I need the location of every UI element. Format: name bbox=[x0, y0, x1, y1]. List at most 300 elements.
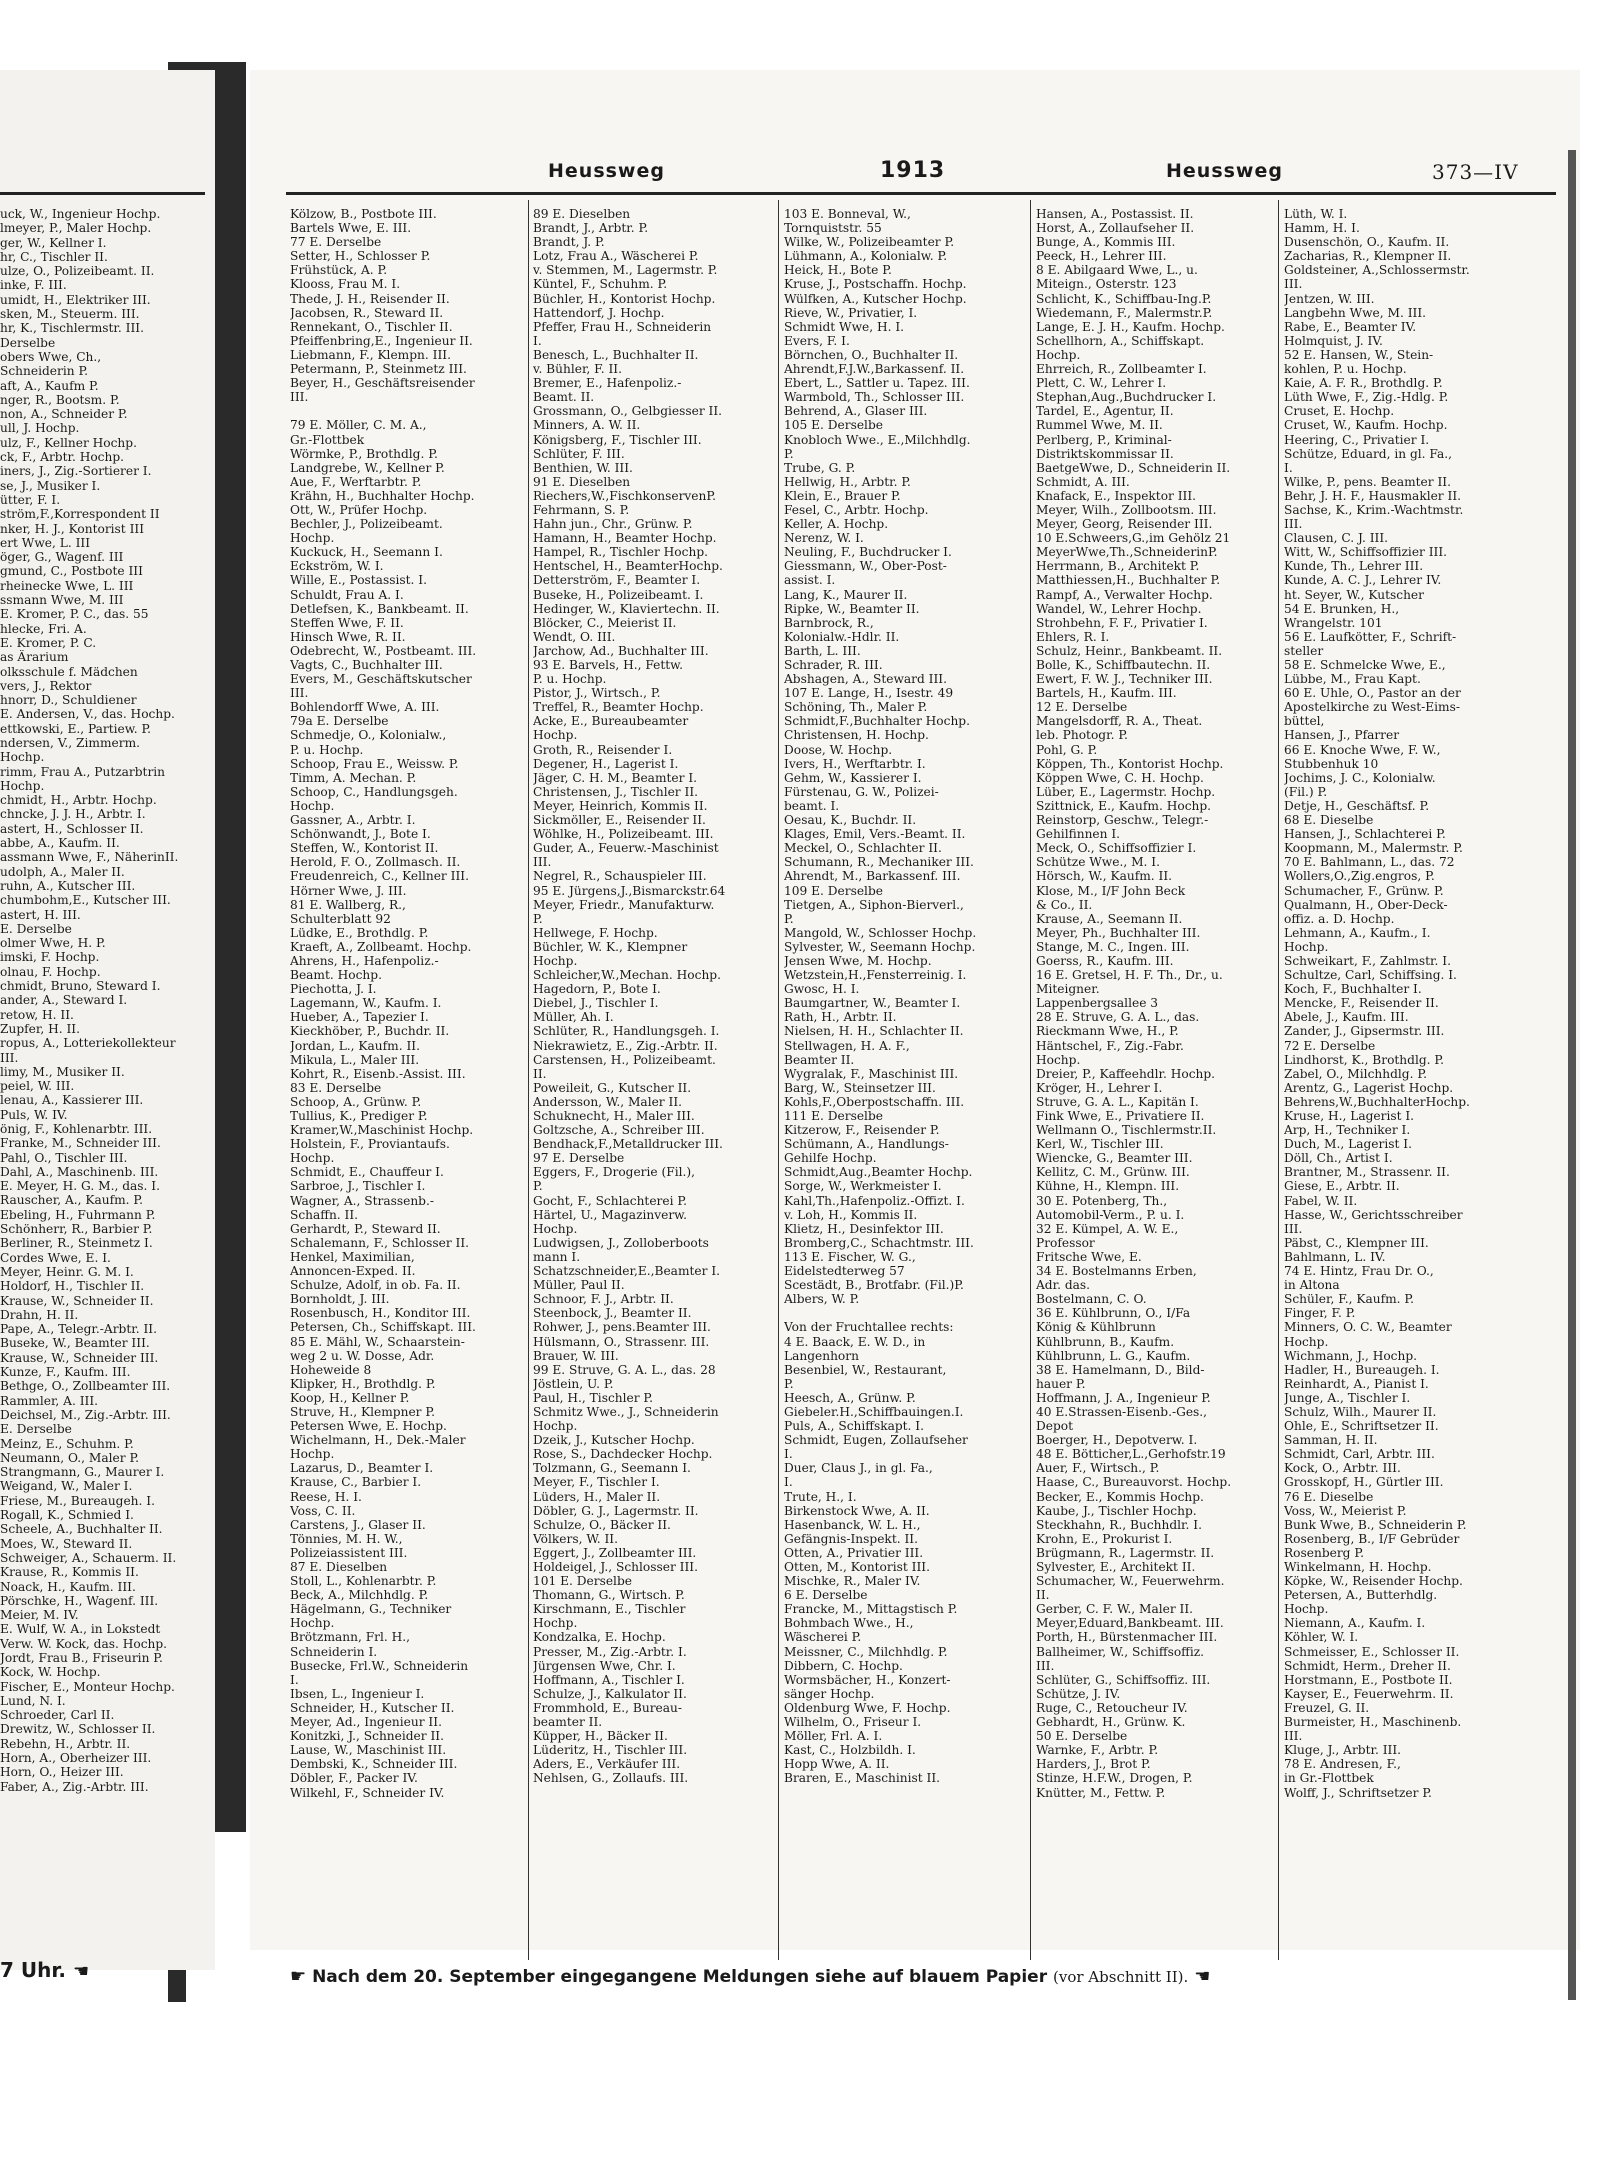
directory-entry: Schmitz Wwe., J., Schneiderin bbox=[533, 1404, 719, 1419]
directory-entry: ck, F., Arbtr. Hochp. bbox=[0, 450, 125, 465]
directory-entry: Brandt, J., Arbtr. P. bbox=[533, 221, 649, 236]
directory-entry: Jensen Wwe, M. Hochp. bbox=[784, 953, 932, 968]
directory-entry: limy, M., Musiker II. bbox=[0, 1064, 125, 1079]
directory-entry: Meyer, Wilh., Zollbootsm. III. bbox=[1036, 502, 1217, 517]
directory-entry: Stephan,Aug.,Buchdrucker I. bbox=[1036, 390, 1217, 405]
directory-entry: Schulze, J., Kalkulator II. bbox=[533, 1686, 687, 1701]
directory-entry: Schoop, A., Grünw. P. bbox=[290, 1094, 422, 1109]
directory-entry: Pörschke, H., Wagenf. III. bbox=[0, 1593, 159, 1608]
directory-entry: Wäscherei P. bbox=[784, 1630, 862, 1645]
directory-entry: P. bbox=[533, 1179, 543, 1194]
directory-entry: Tönnies, M. H. W., bbox=[290, 1531, 403, 1546]
directory-entry: Busecke, Frl.W., Schneiderin bbox=[290, 1658, 469, 1673]
directory-entry: Gwosc, H. I. bbox=[784, 982, 860, 997]
directory-entry: Lund, N. I. bbox=[0, 1693, 66, 1708]
directory-entry: 103 E. Bonneval, W., bbox=[784, 207, 911, 221]
directory-entry: Auer, F., Wirtsch., P. bbox=[1036, 1461, 1160, 1476]
directory-entry: Bolle, K., Schiffbautechn. II. bbox=[1036, 658, 1211, 672]
directory-entry: 95 E. Jürgens,J.,Bismarckstr.64 bbox=[533, 883, 726, 898]
directory-entry: Jordan, L., Kaufm. II. bbox=[290, 1038, 420, 1053]
directory-entry: 105 E. Derselbe bbox=[784, 418, 883, 433]
directory-entry: Schmedje, O., Kolonialw., bbox=[290, 728, 447, 743]
directory-entry: Herrmann, B., Architekt P. bbox=[1036, 559, 1200, 574]
directory-entry: Rennekant, O., Tischler II. bbox=[290, 319, 453, 334]
directory-entry: Dusenschön, O., Kaufm. II. bbox=[1284, 235, 1450, 250]
directory-entry: Krause, W., Schneider III. bbox=[0, 1350, 159, 1365]
directory-entry: Professor bbox=[1036, 1235, 1095, 1250]
directory-entry: Meckel, O., Schlachter II. bbox=[784, 841, 942, 856]
directory-entry: Kieckhöber, P., Buchdr. II. bbox=[290, 1024, 450, 1039]
directory-entry: Warmbold, Th., Schlosser III. bbox=[784, 390, 965, 405]
directory-entry: Haase, C., Bureauvorst. Hochp. bbox=[1036, 1475, 1232, 1490]
directory-entry: Piechotta, J. I. bbox=[290, 982, 377, 997]
directory-entry: Finger, F. P. bbox=[1284, 1306, 1356, 1321]
directory-entry: Stange, M. C., Ingen. III. bbox=[1036, 939, 1190, 954]
directory-entry: Lübbe, M., Frau Kapt. bbox=[1284, 672, 1421, 687]
directory-entry: Stoll, L., Kohlenarbtr. P. bbox=[290, 1574, 437, 1589]
directory-entry: 30 E. Potenberg, Th., bbox=[1036, 1193, 1168, 1208]
directory-entry: Schaffn. II. bbox=[290, 1207, 359, 1222]
directory-entry: 50 E. Derselbe bbox=[1036, 1729, 1128, 1744]
directory-entry: Thede, J. H., Reisender II. bbox=[290, 291, 450, 306]
directory-entry: nger, R., Bootsm. P. bbox=[0, 392, 120, 407]
directory-entry: Wichmann, J., Hochp. bbox=[1284, 1348, 1418, 1363]
directory-entry: Fehrmann, S. P. bbox=[533, 502, 630, 517]
directory-entry: Schnoor, F. J., Arbtr. II. bbox=[533, 1292, 674, 1307]
directory-entry: Arentz, G., Lagerist Hochp. bbox=[1284, 1080, 1454, 1095]
directory-entry: Schweikart, F., Zahlmstr. I. bbox=[1284, 953, 1451, 968]
directory-entry: I. bbox=[290, 1672, 299, 1687]
directory-entry: Langenhorn bbox=[784, 1348, 859, 1363]
directory-entry: Steffen, W., Kontorist II. bbox=[290, 841, 439, 856]
directory-entry: Lindhorst, K., Brothdlg. P. bbox=[1284, 1052, 1445, 1067]
directory-entry: 89 E. Dieselben bbox=[533, 207, 631, 221]
directory-entry: Tornquiststr. 55 bbox=[784, 221, 882, 236]
directory-entry: Brandt, J. P. bbox=[533, 235, 605, 250]
directory-entry: Guder, A., Feuerw.-Maschinist bbox=[533, 841, 719, 856]
directory-entry: Keller, A. Hochp. bbox=[784, 517, 889, 532]
directory-entry: Freuzel, G. II. bbox=[1284, 1700, 1370, 1715]
directory-entry bbox=[784, 1306, 1010, 1320]
directory-entry: III. bbox=[290, 686, 309, 701]
directory-entry: Krohn, E., Prokurist I. bbox=[1036, 1531, 1173, 1546]
directory-entry: Rebehn, H., Arbtr. II. bbox=[0, 1736, 131, 1751]
directory-entry: Meyer,Eduard,Bankbeamt. III. bbox=[1036, 1616, 1224, 1631]
directory-entry: Krause, C., Barbier I. bbox=[290, 1475, 422, 1490]
directory-entry: Bostelmann, C. O. bbox=[1036, 1292, 1147, 1307]
directory-entry: Neumann, O., Maler P. bbox=[0, 1450, 140, 1465]
directory-entry: Wilhelm, O., Friseur I. bbox=[784, 1715, 922, 1730]
directory-entry: Hueber, A., Tapezier I. bbox=[290, 1010, 429, 1025]
directory-entry: Aue, F., Werftarbtr. P. bbox=[290, 474, 422, 489]
directory-entry: Hamann, H., Beamter Hochp. bbox=[533, 531, 717, 546]
directory-entry: Treffel, R., Beamter Hochp. bbox=[533, 700, 704, 715]
directory-entry: Eggers, F., Drogerie (Fil.), bbox=[533, 1165, 695, 1180]
directory-entry: Kast, C., Holzbildh. I. bbox=[784, 1743, 916, 1758]
directory-entry: Hochp. bbox=[290, 531, 335, 546]
directory-entry: Köppen, Th., Kontorist Hochp. bbox=[1036, 756, 1224, 771]
directory-entry: Jöstlein, U. P. bbox=[533, 1376, 614, 1391]
directory-entry: Hochp. bbox=[290, 798, 335, 813]
directory-entry: Vagts, C., Buchhalter III. bbox=[290, 658, 443, 672]
directory-entry: ht. Seyer, W., Kutscher bbox=[1284, 587, 1424, 602]
directory-entry: Rohwer, J., pens.Beamter III. bbox=[533, 1320, 711, 1335]
directory-entry: Bartels Wwe, E. III. bbox=[290, 221, 412, 236]
directory-entry: Rauscher, A., Kaufm. P. bbox=[0, 1193, 144, 1208]
directory-entry: v. Bühler, F. II. bbox=[533, 362, 622, 377]
directory-entry: Evers, F. I. bbox=[784, 333, 850, 348]
directory-entry: Fink Wwe, E., Privatiere II. bbox=[1036, 1109, 1205, 1123]
directory-entry: Lang, K., Maurer II. bbox=[784, 587, 908, 602]
directory-entry: 74 E. Hintz, Frau Dr. O., bbox=[1284, 1264, 1434, 1279]
directory-entry: Schütze Wwe., M. I. bbox=[1036, 855, 1160, 870]
directory-entry: Kerl, W., Tischler III. bbox=[1036, 1137, 1164, 1152]
directory-entry: Köppen Wwe, C. H. Hochp. bbox=[1036, 770, 1204, 785]
directory-entry: Wöhlke, H., Polizeibeamt. III. bbox=[533, 827, 714, 842]
directory-entry: Ewert, F. W. J., Techniker III. bbox=[1036, 672, 1213, 687]
directory-entry: Puls, A., Schiffskapt. I. bbox=[784, 1419, 924, 1434]
directory-entry: Cruset, E. Hochp. bbox=[1284, 404, 1395, 419]
directory-entry: Beyer, H., Geschäftsreisender bbox=[290, 376, 475, 391]
directory-entry: Steckhahn, R., Buchhdlr. I. bbox=[1036, 1517, 1202, 1532]
footer-notice bbox=[290, 1966, 1210, 1987]
directory-entry: Klein, E., Brauer P. bbox=[784, 488, 901, 503]
directory-entry: Petersen Wwe, E. Hochp. bbox=[290, 1419, 447, 1434]
directory-entry: Rieckmann Wwe, H., P. bbox=[1036, 1024, 1179, 1039]
directory-entry: Kellitz, C. M., Grünw. III. bbox=[1036, 1165, 1190, 1180]
directory-entry: Goerss, R., Kaufm. III. bbox=[1036, 953, 1174, 968]
directory-entry: Voss, W., Meierist P. bbox=[1284, 1503, 1407, 1518]
directory-entry: Albers, W. P. bbox=[784, 1292, 860, 1307]
directory-entry: Kahl,Th.,Hafenpoliz.-Offizt. I. bbox=[784, 1193, 965, 1208]
directory-entry: Langbehn Wwe, M. III. bbox=[1284, 305, 1427, 320]
directory-entry: Friese, M., Bureaugeh. I. bbox=[0, 1493, 155, 1508]
directory-entry: Ahrendt, M., Barkassenf. III. bbox=[784, 869, 961, 884]
directory-entry: Sachse, K., Krim.-Wachtmstr. bbox=[1284, 502, 1464, 517]
directory-entry: 83 E. Derselbe bbox=[290, 1080, 382, 1095]
directory-entry: Presser, M., Zig.-Arbtr. I. bbox=[533, 1644, 687, 1659]
directory-entry: Hansen, A., Postassist. II. bbox=[1036, 207, 1194, 221]
directory-entry: Pfeffer, Frau H., Schneiderin bbox=[533, 319, 712, 334]
directory-entry: 60 E. Uhle, O., Pastor an der bbox=[1284, 686, 1461, 701]
directory-entry: P. bbox=[784, 446, 794, 461]
directory-entry: astert, H. III. bbox=[0, 907, 81, 922]
directory-entry: Hasenbanck, W. L. H., bbox=[784, 1517, 921, 1532]
directory-entry: Detterström, F., Beamter I. bbox=[533, 573, 701, 588]
directory-entry: obers Wwe, Ch., bbox=[0, 349, 102, 364]
directory-entry: Wiedemann, F., Malermstr.P. bbox=[1036, 305, 1213, 320]
directory-entry: Mikula, L., Maler III. bbox=[290, 1052, 420, 1067]
directory-entry: hnorr, D., Schuldiener bbox=[0, 693, 137, 708]
directory-entry: Pohl, G. P. bbox=[1036, 742, 1098, 757]
directory-entry: chncke, J. J. H., Arbtr. I. bbox=[0, 807, 146, 822]
directory-entry: Cruset, W., Kaufm. Hochp. bbox=[1284, 418, 1448, 433]
directory-entry: Härtel, U., Magazinverw. bbox=[533, 1207, 688, 1222]
directory-entry: 34 E. Bostelmanns Erben, bbox=[1036, 1264, 1197, 1279]
directory-entry: 107 E. Lange, H., Isestr. 49 bbox=[784, 686, 954, 701]
directory-entry: ert Wwe, L. III bbox=[0, 535, 91, 550]
directory-entry: Dembski, K., Schneider III. bbox=[290, 1757, 458, 1772]
directory-entry: 6 E. Derselbe bbox=[784, 1588, 868, 1603]
directory-entry: Barg, W., Steinsetzer III. bbox=[784, 1080, 936, 1095]
directory-entry: Hansen, J., Schlachterei P. bbox=[1284, 827, 1446, 842]
directory-entry: Depot bbox=[1036, 1419, 1074, 1434]
directory-entry: in Gr.-Flottbek bbox=[1284, 1771, 1374, 1786]
directory-entry: Lappenbergsallee 3 bbox=[1036, 996, 1159, 1011]
directory-entry: Junge, A., Tischler I. bbox=[1284, 1390, 1411, 1405]
directory-entry: Szittnick, E., Kaufm. Hochp. bbox=[1036, 798, 1212, 813]
directory-entry: Samman, H. II. bbox=[1284, 1433, 1378, 1448]
directory-entry: Holstein, F., Proviantaufs. bbox=[290, 1137, 450, 1152]
directory-entry: Hochp. bbox=[533, 1616, 578, 1631]
directory-entry: Päbst, C., Klempner III. bbox=[1284, 1235, 1429, 1250]
directory-entry: 52 E. Hansen, W., Stein- bbox=[1284, 347, 1434, 362]
directory-entry: Hochp. bbox=[1284, 1602, 1329, 1617]
directory-entry bbox=[290, 404, 516, 418]
directory-entry: Hochp. bbox=[533, 1419, 578, 1434]
directory-entry: Warnke, F., Arbtr. P. bbox=[1036, 1743, 1159, 1758]
directory-entry: öger, G., Wagenf. III bbox=[0, 550, 124, 565]
directory-entry: Scestädt, B., Brotfabr. (Fil.)P. bbox=[784, 1278, 964, 1293]
directory-entry: E. Derselbe bbox=[0, 1422, 72, 1437]
directory-entry: olmer Wwe, H. P. bbox=[0, 936, 106, 951]
directory-entry: P. bbox=[533, 911, 543, 926]
directory-entry: Kraeft, A., Zollbeamt. Hochp. bbox=[290, 939, 472, 954]
directory-entry: Timm, A. Mechan. P. bbox=[290, 770, 417, 785]
directory-entry: Königsberg, F., Tischler III. bbox=[533, 432, 702, 447]
directory-entry: Perlberg, P., Kriminal- bbox=[1036, 432, 1172, 447]
column-divider bbox=[1278, 200, 1279, 1960]
header-rule bbox=[286, 192, 1556, 195]
directory-entry: III. bbox=[533, 855, 552, 870]
directory-entry: Hinsch Wwe, R. II. bbox=[290, 629, 406, 644]
directory-entry: astert, H., Schlosser II. bbox=[0, 821, 144, 836]
directory-column-4 bbox=[1036, 207, 1262, 1800]
directory-entry: Hampel, R., Tischler Hochp. bbox=[533, 545, 708, 560]
directory-entry: Mischke, R., Maler IV. bbox=[784, 1574, 921, 1589]
directory-entry: sänger Hochp. bbox=[784, 1686, 875, 1701]
directory-entry: Holdeigel, J., Schlosser III. bbox=[533, 1560, 698, 1574]
directory-entry: Ehlers, R. I. bbox=[1036, 629, 1110, 644]
directory-entry: Lagemann, W., Kaufm. I. bbox=[290, 996, 442, 1011]
directory-entry: Reinstorp, Geschw., Telegr.- bbox=[1036, 813, 1209, 828]
directory-entry: v. Loh, H., Kommis II. bbox=[784, 1207, 918, 1222]
directory-entry: Degener, H., Lagerist I. bbox=[533, 756, 679, 771]
directory-entry: Adr. das. bbox=[1036, 1278, 1091, 1293]
directory-entry: Köhler, W. I. bbox=[1284, 1630, 1359, 1645]
directory-entry: Behr, J. H. F., Hausmakler II. bbox=[1284, 488, 1462, 503]
directory-entry: III. bbox=[1284, 517, 1303, 532]
directory-entry: (Fil.) P. bbox=[1284, 784, 1328, 799]
directory-entry: ütter, F. I. bbox=[0, 492, 61, 507]
directory-entry: Schuknecht, H., Maler III. bbox=[533, 1109, 695, 1123]
directory-entry: nker, H. J., Kontorist III bbox=[0, 521, 145, 536]
directory-column-2 bbox=[533, 207, 759, 1786]
directory-entry: Schulz, Heinr., Bankbeamt. II. bbox=[1036, 643, 1223, 658]
directory-entry: P. u. Hochp. bbox=[290, 742, 364, 757]
directory-entry: Ludwigsen, J., Zolloberboots bbox=[533, 1235, 709, 1250]
directory-entry: Puls, W. IV. bbox=[0, 1107, 68, 1122]
directory-entry: Sylvester, W., Seemann Hochp. bbox=[784, 939, 976, 954]
directory-entry: Hochp. bbox=[1284, 939, 1329, 954]
directory-entry: Ebeling, H., Fuhrmann P. bbox=[0, 1207, 156, 1222]
directory-entry: E. Kromer, P. C. bbox=[0, 635, 97, 650]
directory-entry: & Co., II. bbox=[1036, 897, 1093, 912]
directory-entry: Pfeiffenbring,E., Ingenieur II. bbox=[290, 333, 473, 348]
directory-entry: Otten, M., Kontorist III. bbox=[784, 1560, 930, 1574]
directory-entry: I. bbox=[784, 1475, 793, 1490]
directory-entry: Rammler, A. III. bbox=[0, 1393, 99, 1408]
directory-entry: retow, H. II. bbox=[0, 1007, 74, 1022]
directory-entry: Schneider, H., Kutscher II. bbox=[290, 1700, 455, 1715]
directory-entry: Rampf, A., Verwalter Hochp. bbox=[1036, 587, 1213, 602]
directory-entry: E. Wulf, W. A., in Lokstedt bbox=[0, 1622, 161, 1637]
directory-entry: III. bbox=[0, 1050, 19, 1065]
directory-entry: Ivers, H., Werftarbtr. I. bbox=[784, 756, 926, 771]
directory-entry: ulz, F., Kellner Hochp. bbox=[0, 435, 137, 450]
directory-entry: E. Meyer, H. G. M., das. I. bbox=[0, 1179, 160, 1194]
directory-entry: Hopp Wwe, A. II. bbox=[784, 1757, 890, 1772]
pointing-hand-icon: ☚ bbox=[72, 1961, 90, 1982]
column-divider bbox=[778, 200, 779, 1960]
directory-entry: Schlüter, G., Schiffsoffiz. III. bbox=[1036, 1672, 1211, 1687]
directory-entry: Hörner Wwe, J. III. bbox=[290, 883, 407, 898]
directory-entry: Schleicher,W.,Mechan. Hochp. bbox=[533, 968, 721, 983]
directory-entry: Horstmann, E., Postbote II. bbox=[1284, 1672, 1453, 1687]
directory-entry: Schulze, O., Bäcker II. bbox=[533, 1517, 671, 1532]
directory-entry: Brügmann, R., Lagermstr. II. bbox=[1036, 1545, 1215, 1560]
directory-entry: rheinecke Wwe, L. III bbox=[0, 578, 134, 593]
directory-entry: iners, J., Zig.-Sortierer I. bbox=[0, 464, 152, 479]
directory-entry: Kluge, J., Arbtr. III. bbox=[1284, 1743, 1402, 1758]
footer-notice-small: (vor Abschnitt II). bbox=[1053, 1968, 1189, 1986]
directory-entry: Lotz, Frau A., Wäscherei P. bbox=[533, 249, 699, 264]
directory-entry: Schümann, A., Handlungs- bbox=[784, 1137, 949, 1152]
directory-entry: Oesau, K., Buchdr. II. bbox=[784, 813, 917, 828]
directory-entry: Rosenberg P. bbox=[1284, 1545, 1364, 1560]
directory-entry: sken, M., Steuerm. III. bbox=[0, 307, 140, 322]
directory-entry: Andersson, W., Maler II. bbox=[533, 1094, 683, 1109]
directory-entry: Bartels, H., Kaufm. III. bbox=[1036, 686, 1177, 701]
directory-entry: offiz. a. D. Hochp. bbox=[1284, 911, 1395, 926]
directory-entry: Brauer, W. III. bbox=[533, 1348, 619, 1363]
directory-entry: 56 E. Laufkötter, F., Schrift- bbox=[1284, 629, 1457, 644]
directory-entry: Klipker, H., Brothdlg. P. bbox=[290, 1376, 436, 1391]
directory-entry: Horn, A., Oberheizer III. bbox=[0, 1751, 152, 1766]
directory-entry: Jäger, C. H. M., Beamter I. bbox=[533, 770, 698, 785]
column-divider bbox=[1030, 200, 1031, 1960]
directory-entry: Fritsche Wwe, E. bbox=[1036, 1249, 1142, 1264]
directory-entry: Holdorf, H., Tischler II. bbox=[0, 1279, 145, 1294]
directory-entry: Tolzmann, G., Seemann I. bbox=[533, 1461, 691, 1476]
directory-entry: Ehrreich, R., Zollbeamter I. bbox=[1036, 362, 1207, 377]
directory-entry: Beck, A., Milchhdlg. P. bbox=[290, 1588, 429, 1603]
directory-entry: 8 E. Abilgaard Wwe, L., u. bbox=[1036, 263, 1198, 278]
directory-entry: Mangold, W., Schlosser Hochp. bbox=[784, 925, 977, 940]
directory-entry: as Ärarium bbox=[0, 650, 69, 665]
directory-entry: Miteigner. bbox=[1036, 982, 1100, 997]
directory-entry: Lüber, E., Lagermstr. Hochp. bbox=[1036, 784, 1216, 799]
directory-entry: Voss, C. II. bbox=[290, 1503, 356, 1518]
directory-entry: Wichelmann, H., Dek.-Maler bbox=[290, 1433, 466, 1448]
directory-entry: Meyer, F., Tischler I. bbox=[533, 1475, 660, 1490]
directory-entry: Müller, Ah. I. bbox=[533, 1010, 614, 1025]
directory-entry: Mencke, F., Reisender II. bbox=[1284, 996, 1439, 1011]
directory-entry: Hoheweide 8 bbox=[290, 1362, 372, 1377]
directory-entry: Boerger, H., Depotverw. I. bbox=[1036, 1433, 1198, 1448]
directory-entry: Schönwandt, J., Bote I. bbox=[290, 827, 431, 842]
directory-entry: Meyer, Georg, Reisender III. bbox=[1036, 517, 1213, 532]
directory-entry: I. bbox=[784, 1447, 793, 1462]
directory-entry: 40 E.Strassen-Eisenb.-Ges., bbox=[1036, 1404, 1208, 1419]
directory-entry: Kuckuck, H., Seemann I. bbox=[290, 545, 443, 560]
directory-entry: Braren, E., Maschinist II. bbox=[784, 1771, 941, 1786]
directory-entry: olksschule f. Mädchen bbox=[0, 664, 138, 679]
directory-entry: Kock, W. Hochp. bbox=[0, 1665, 101, 1680]
directory-entry: Schütze, J. IV. bbox=[1036, 1686, 1121, 1701]
directory-entry: ull, J. Hochp. bbox=[0, 421, 80, 436]
directory-entry: assist. I. bbox=[784, 573, 836, 588]
directory-entry: Dahl, A., Maschinenb. III. bbox=[0, 1164, 159, 1179]
directory-entry: Rummel Wwe, M. II. bbox=[1036, 418, 1163, 433]
directory-entry: assmann Wwe, F., NäherinII. bbox=[0, 850, 179, 865]
left-page-column bbox=[0, 207, 205, 1794]
directory-entry: Hellwig, H., Arbtr. P. bbox=[784, 474, 911, 489]
directory-entry: Brötzmann, Frl. H., bbox=[290, 1630, 411, 1645]
directory-entry: Schmidt, E., Chauffeur I. bbox=[290, 1165, 444, 1180]
directory-entry: Schneiderin P. bbox=[0, 364, 89, 379]
directory-entry: Trube, G. P. bbox=[784, 460, 856, 475]
directory-entry: Schoop, C., Handlungsgeh. bbox=[290, 784, 458, 799]
directory-entry: Schmidt, Carl, Arbtr. III. bbox=[1284, 1447, 1435, 1462]
directory-entry: Schlüter, R., Handlungsgeh. I. bbox=[533, 1024, 720, 1039]
directory-entry: Büchler, W. K., Klempner bbox=[533, 939, 688, 954]
directory-entry: Schulz, Wilh., Maurer II. bbox=[1284, 1404, 1437, 1419]
directory-entry: Lüth, W. I. bbox=[1284, 207, 1348, 221]
directory-entry: Kaube, J., Tischler Hochp. bbox=[1036, 1503, 1197, 1518]
directory-entry: Schweiger, A., Schauerm. II. bbox=[0, 1550, 177, 1565]
directory-entry: II. bbox=[533, 1066, 547, 1081]
directory-entry: Klietz, H., Desinfektor III. bbox=[784, 1221, 944, 1236]
directory-entry: Hochp. bbox=[290, 1151, 335, 1166]
directory-entry: umidt, H., Elektriker III. bbox=[0, 292, 151, 307]
directory-entry: Rose, S., Dachdecker Hochp. bbox=[533, 1447, 713, 1462]
directory-entry: Bornholdt, J. III. bbox=[290, 1292, 390, 1307]
directory-entry: Landgrebe, W., Kellner P. bbox=[290, 460, 445, 475]
directory-entry: Gassner, A., Arbtr. I. bbox=[290, 813, 416, 828]
directory-entry: Hägelmann, G., Techniker bbox=[290, 1602, 452, 1617]
directory-entry: Bunge, A., Kommis III. bbox=[1036, 235, 1176, 250]
directory-entry: udolph, A., Maler II. bbox=[0, 864, 125, 879]
directory-entry: Weigand, W., Maler I. bbox=[0, 1479, 133, 1494]
directory-entry: P. u. Hochp. bbox=[533, 672, 607, 687]
directory-entry: Frommhold, E., Bureau- bbox=[533, 1700, 682, 1715]
directory-entry: ander, A., Steward I. bbox=[0, 993, 128, 1008]
directory-entry: Wrangelstr. 101 bbox=[1284, 615, 1383, 630]
directory-entry: Eckström, W. I. bbox=[290, 559, 384, 574]
directory-entry: Börnchen, O., Buchhalter II. bbox=[784, 347, 959, 362]
directory-entry: E. Kromer, P. C., das. 55 bbox=[0, 607, 149, 622]
directory-entry: chmidt, H., Arbtr. Hochp. bbox=[0, 793, 157, 808]
directory-entry: Jentzen, W. III. bbox=[1284, 291, 1375, 306]
directory-entry: Steenbock, J., Beamter II. bbox=[533, 1306, 692, 1321]
directory-entry: 109 E. Derselbe bbox=[784, 883, 883, 898]
directory-entry: Hochp. bbox=[1284, 1334, 1329, 1349]
directory-entry: Eggert, J., Zollbeamter III. bbox=[533, 1545, 697, 1560]
directory-entry: Stellwagen, H. A. F., bbox=[784, 1038, 910, 1053]
directory-entry: Qualmann, H., Ober-Deck- bbox=[1284, 897, 1448, 912]
directory-entry: Ohle, E., Schriftsetzer II. bbox=[1284, 1419, 1439, 1434]
